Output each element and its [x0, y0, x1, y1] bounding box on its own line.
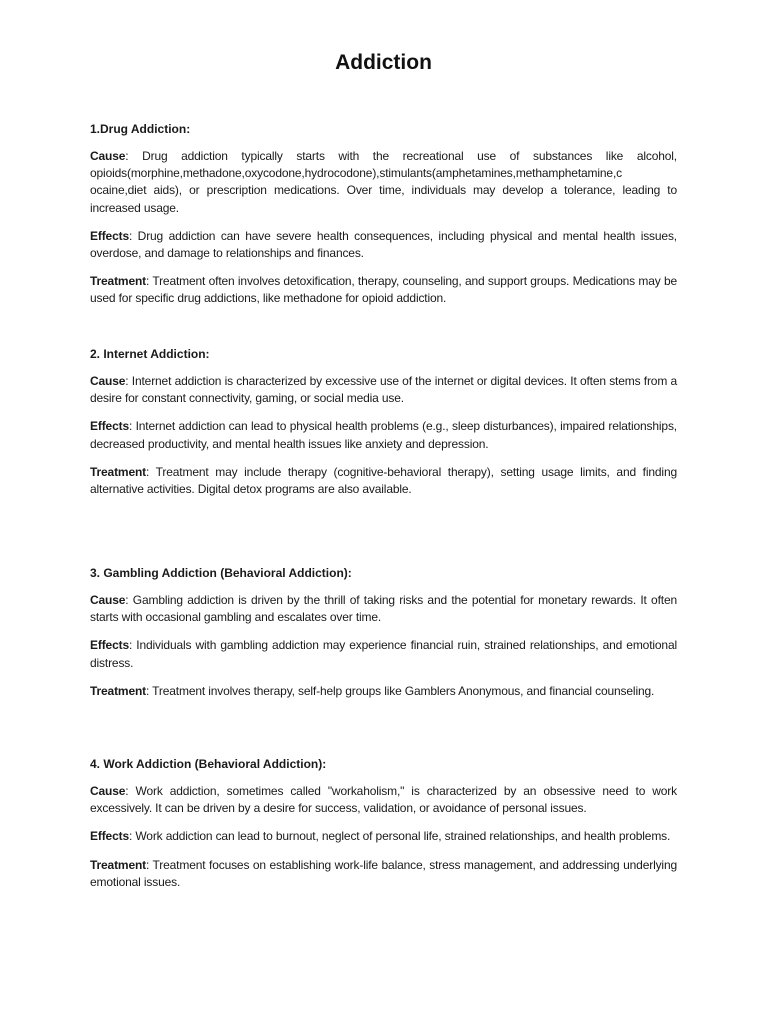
effects-paragraph — [90, 418, 677, 452]
cause-text: : Drug addiction typically starts with the recreational use of substances like alcohol, opioids(morphine,methadone,oxycodone,hydrocodone),stimulants(amphetamines,methamphetamine,c ocaine,diet aids), or prescription medications. Over time, individuals may develop a tolerance, leading to increased usage. — [90, 149, 677, 215]
section-drug-addiction — [90, 121, 677, 319]
cause-label: Cause — [90, 784, 126, 798]
effects-label: Effects — [90, 829, 129, 844]
treatment-paragraph — [90, 464, 677, 498]
cause-text: : Internet addiction is characterized by excessive use of the internet or digital devices. It often stems from a desire for constant connectivity, gaming, or social media use. — [90, 374, 677, 406]
cause-text: : Work addiction, sometimes called "workaholism," is characterized by an obsessive need to work excessively. It can be driven by a desire for success, validation, or avoidance of personal issues. — [90, 784, 677, 816]
cause-label: Cause — [90, 374, 126, 388]
cause-label: Cause — [90, 149, 126, 163]
treatment-label: Treatment — [90, 683, 147, 698]
treatment-label: Treatment — [90, 464, 147, 479]
page-title: Addiction — [335, 51, 432, 74]
effects-text: : Internet addiction can lead to physical health problems (e.g., sleep disturbances), impaired relationships, decreased productivity, and mental health issues like anxiety and depression. — [90, 419, 677, 451]
treatment-text: : Treatment may include therapy (cognitive-behavioral therapy), setting usage limits, and finding alternative activities. Digital detox programs are also available. — [90, 464, 677, 497]
effects-paragraph — [90, 637, 677, 671]
treatment-paragraph — [90, 683, 677, 700]
section-heading: 1.Drug Addiction: — [90, 122, 191, 136]
cause-label: Cause — [90, 593, 126, 607]
effects-text: : Work addiction can lead to burnout, neglect of personal life, strained relationships, and health problems. — [128, 829, 671, 844]
section-internet-addiction — [90, 346, 677, 509]
cause-paragraph — [90, 373, 677, 407]
treatment-label: Treatment — [90, 274, 147, 289]
section-gambling-addiction — [90, 565, 677, 711]
treatment-label: Treatment — [90, 857, 147, 872]
treatment-text: : Treatment focuses on establishing work-life balance, stress management, and addressing underlying emotional issues. — [90, 857, 677, 889]
effects-label: Effects — [90, 638, 129, 653]
treatment-paragraph — [90, 857, 677, 891]
treatment-text: : Treatment involves therapy, self-help groups like Gamblers Anonymous, and financial counseling. — [146, 683, 655, 698]
cause-paragraph — [90, 783, 677, 817]
cause-paragraph — [90, 592, 677, 626]
effects-label: Effects — [90, 419, 129, 434]
effects-label: Effects — [90, 228, 129, 243]
section-heading: 4. Work Addiction (Behavioral Addiction): — [90, 757, 327, 771]
section-heading: 2. Internet Addiction: — [90, 347, 210, 361]
effects-paragraph — [90, 228, 677, 262]
cause-paragraph — [90, 148, 677, 217]
effects-text: : Drug addiction can have severe health consequences, including physical and mental health issues, overdose, and damage to relationships and finances. — [90, 228, 677, 261]
section-work-addiction — [90, 756, 677, 902]
cause-text: : Gambling addiction is driven by the thrill of taking risks and the potential for monetary rewards. It often starts with occasional gambling and escalates over time. — [90, 593, 677, 625]
effects-text: : Individuals with gambling addiction may experience financial ruin, strained relationships, and emotional distress. — [90, 638, 677, 670]
treatment-text: : Treatment often involves detoxification, therapy, counseling, and support groups. Medications may be used for specific drug addictions, like methadone for opioid addiction. — [90, 274, 677, 306]
section-heading: 3. Gambling Addiction (Behavioral Addiction): — [90, 566, 352, 580]
treatment-paragraph — [90, 273, 677, 307]
effects-paragraph — [90, 828, 677, 845]
